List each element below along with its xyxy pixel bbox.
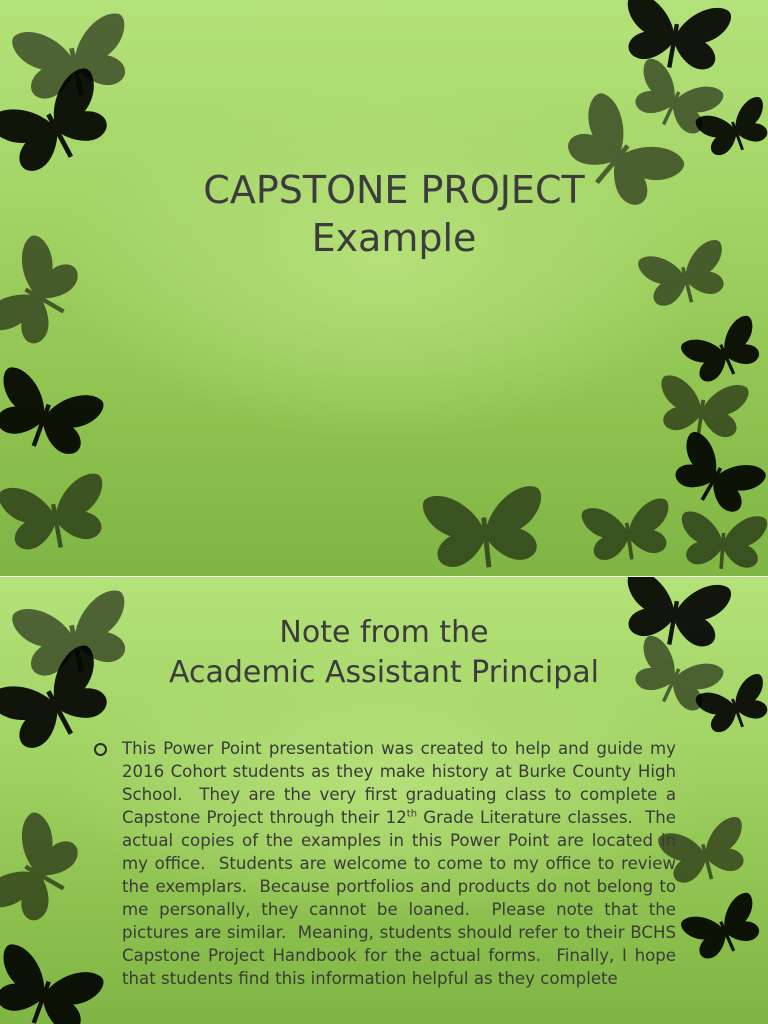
slide-title	[100, 613, 668, 693]
bullet-item	[94, 737, 682, 990]
ordinal-superscript: th	[406, 808, 418, 820]
butterfly-icon	[577, 486, 679, 576]
note-slide	[0, 577, 768, 1024]
circle-bullet-icon	[94, 743, 107, 756]
bullet-text-part: This Power Point presentation was created to help and guide my 2016 Cohort students as they make history at Burke County High School. They are the very first graduating class to complete a Capstone Project through their 12	[122, 739, 682, 827]
slide-title	[120, 166, 668, 262]
title-line: Note from the	[279, 615, 489, 650]
title-line: CAPSTONE PROJECT	[203, 168, 585, 212]
butterfly-icon	[676, 503, 768, 576]
bullet-text	[122, 737, 682, 990]
title-line: Academic Assistant Principal	[168, 655, 599, 690]
title-line: Example	[311, 216, 477, 260]
butterfly-icon	[405, 472, 565, 576]
butterfly-icon	[0, 461, 117, 569]
bullet-text-part: Grade Literature classes. The actual copies of the examples in this Power Point are located in my office. Students are welcome to come to my office to review the exemplars. Because portfolios and products do not belong to me personally, they cannot be loaned. Please note that the pictures are similar. Meaning, students should refer to their BCHS Capstone Project Handbook for the actual forms. Finally, I hope that students find this information helpful as they complete	[122, 808, 682, 988]
